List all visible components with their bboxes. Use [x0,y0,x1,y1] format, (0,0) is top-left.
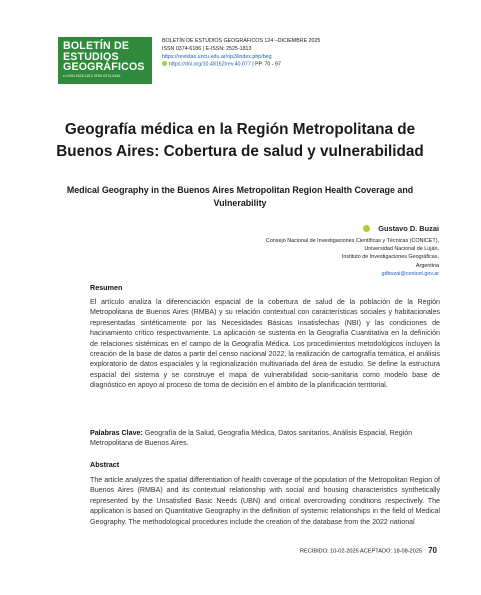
doi-row [162,61,320,69]
logo-line-2: ESTUDIOS [63,50,119,63]
page-footer [300,546,437,555]
affiliation-line: Consejo Nacional de Investigaciones Científicas y Técnicas (CONICET), [265,238,439,244]
logo-line-1: BOLETÍN DE [63,40,130,52]
affiliation-line: Argentina [415,262,439,269]
logo-issn-strip: e-ISSN 2525-1813 ISSN 0374-6186 [63,73,121,78]
affiliation-line: Instituto de Investigaciones Geográficas, [341,254,439,261]
affiliation-line: Universidad Nacional de Luján, [364,246,439,253]
doi-link[interactable]: https://doi.org/10.48162/rev.40.077 [169,61,251,68]
journal-line: BOLETÍN DE ESTUDIOS GEOGRÁFICOS 124 –DICIEMBRE 2025 [162,38,321,44]
issn-line: ISSN 0374-6186 | E-ISSN: 2525-1813 [162,45,252,52]
author-name: Gustavo D. Buzai [378,224,439,233]
doi-icon [162,61,167,66]
author-email-link[interactable]: gdbuzai@conicet.gov.ar [381,270,439,277]
page-range: | PP. 70 - 97 [250,61,281,68]
journal-url-link[interactable]: https://revistas.uncu.edu.ar/ojs3/index.php/beg [162,53,272,60]
journal-logo [58,37,152,84]
orcid-icon[interactable] [363,225,370,232]
logo-line-3: GEOGRÁFICOS [63,61,145,74]
article-title-english: Medical Geography in the Buenos Aires Metropolitan Region Health Coverage and Vulnerability [66,185,414,208]
article-title-spanish: Geografía médica en la Región Metropolitana de Buenos Aires: Cobertura de salud y vulnerabilidad [56,121,424,160]
author-affiliations [266,237,439,278]
keywords-label: Palabras Clave: [90,429,143,437]
journal-metadata [162,38,320,70]
abstract-heading: Abstract [90,460,120,469]
received-accepted-dates: RECIBIDO: 10-02-2025 ACEPTADO: 18-08-2025 [300,548,423,555]
resumen-heading: Resumen [90,283,123,292]
keywords-text: Geografía de la Salud, Geografía Médica, Datos sanitarios, Análisis Espacial, Región Metropolitana de Buenos Aires. [90,429,413,448]
abstract-text: The article analyzes the spatial differentiation of health coverage of the population of the Metropolitan Region of Buenos Aires (RMBA) and its contextual relationship with social and housing characteristics synthetically represented by the Unsatisfied Basic Needs (UBN) and critical overcrowding conditions respectively. The application is based on Quantitative Geography in the definition of systemic relationships in the field of Medical Geography. The methodological procedures include the creation of the database from the 2022 national [90,476,440,526]
author-row [363,224,439,233]
keywords [90,428,440,449]
resumen-text: El artículo analiza la diferenciación espacial de la cobertura de salud de la población de la Región Metropolitana de Buenos Aires (RMBA) y su relación contextual con características sociales y habitacionales representadas sintéticamente por las Necesidades Básicas Insatisfechas (NBI) y las condiciones de hacinamiento crítico respectivamente. La aplicación se sustenta en la Geografía Cuantitativa en la definición de relaciones sistémicas en el campo de la Geografía Médica. Los procedimientos metodológicos incluyen la creación de la base de datos a partir del censo nacional 2022, la realización de cartografía temática, el análisis exploratorio de datos espaciales y la regionalización multivariada del área de estudio. Se define la estructura espacial del sistema y se construye el mapa de vulnerabilidad socio-sanitaria como modelo base de diagnóstico en apoyo al proceso de toma de decisión en el ámbito de la planificación territorial. [90,298,440,390]
page-number: 70 [428,546,437,555]
